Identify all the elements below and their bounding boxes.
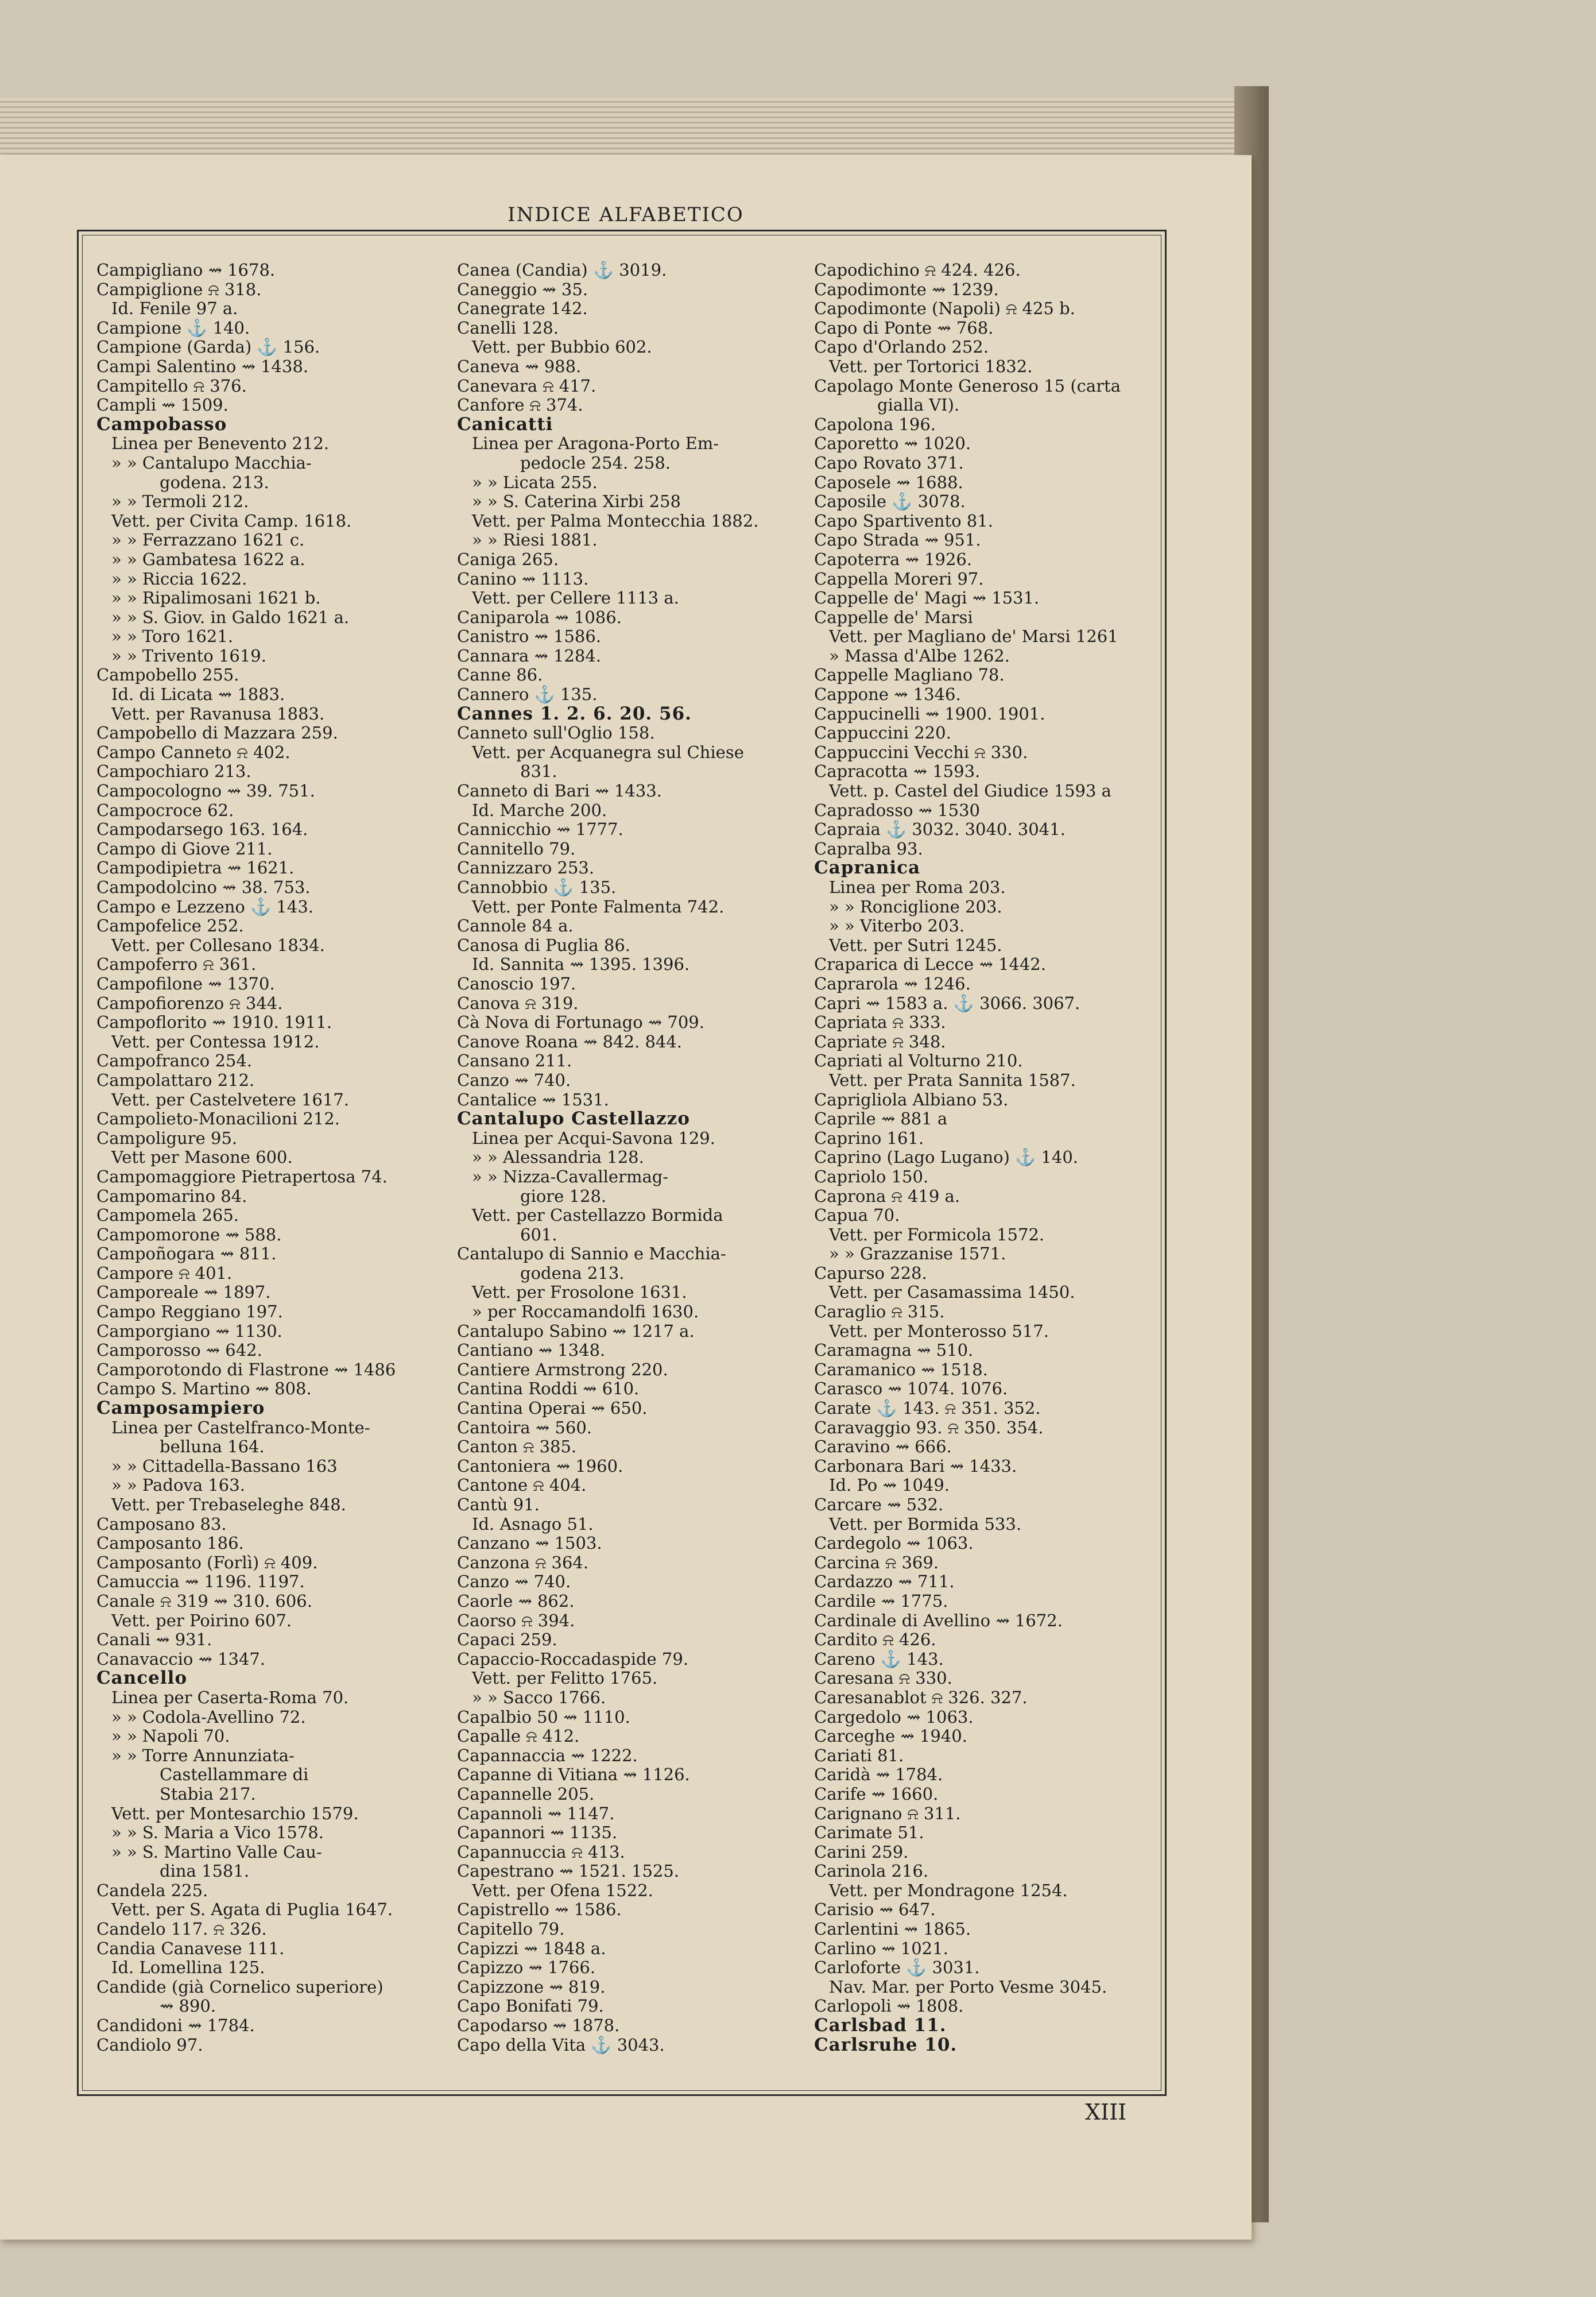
index-entry: Campomorone ⇝ 588. (96, 1224, 282, 1244)
index-entry: Campolattaro 212. (96, 1070, 255, 1090)
index-entry: Cappuccini Vecchi ⍾ 330. (814, 742, 1028, 762)
index-entry: Carlopoli ⇝ 1808. (814, 1996, 964, 2016)
index-entry: Capriate ⍾ 348. (814, 1031, 946, 1051)
index-entry: Capo di Ponte ⇝ 768. (814, 318, 994, 338)
index-entry: Cardegolo ⇝ 1063. (814, 1533, 974, 1553)
index-entry: 601. (520, 1224, 557, 1244)
index-entry: Caramanico ⇝ 1518. (814, 1359, 988, 1379)
index-entry: Canea (Candia) ⚓ 3019. (457, 260, 667, 280)
index-entry: Vett. per Poirino 607. (111, 1610, 292, 1630)
index-entry: Caresanablot ⍾ 326. 327. (814, 1687, 1028, 1707)
index-entry: Vett. per Formicola 1572. (829, 1224, 1045, 1244)
index-entry: Caraglio ⍾ 315. (814, 1302, 945, 1322)
index-entry: Campo di Giove 211. (96, 838, 273, 859)
index-entry: Canneto di Bari ⇝ 1433. (457, 781, 662, 801)
index-entry: Candidoni ⇝ 1784. (96, 2016, 255, 2036)
index-entry: Camporgiano ⇝ 1130. (96, 1321, 282, 1341)
page-number: XIII (1085, 2099, 1127, 2125)
index-entry: Campoferro ⍾ 361. (96, 954, 257, 975)
index-column-2 (457, 261, 811, 2055)
index-entry: Linea per Benevento 212. (111, 434, 330, 454)
index-entry: » » Nizza-Cavallermag- (472, 1166, 669, 1186)
index-entry: Campoligure 95. (96, 1128, 238, 1148)
index-entry: 831. (520, 761, 557, 782)
index-entry: » » Toro 1621. (111, 627, 234, 647)
index-entry: godena 213. (520, 1263, 625, 1283)
index-entry: Campolieto-Monacilioni 212. (96, 1109, 340, 1129)
index-entry: Canelli 128. (457, 318, 559, 338)
index-entry: Carlsbad 11. (814, 2015, 947, 2036)
index-entry: Campocologno ⇝ 39. 751. (96, 781, 315, 801)
index-entry: Carlino ⇝ 1021. (814, 1938, 948, 1958)
index-entry: Capo Spartivento 81. (814, 511, 993, 531)
index-entry: Caprarola ⇝ 1246. (814, 973, 971, 993)
index-entry: Linea per Roma 203. (829, 877, 1006, 897)
index-entry: Camposampiero (96, 1398, 265, 1419)
index-entry: Capo Strada ⇝ 951. (814, 530, 981, 550)
index-entry: dina 1581. (160, 1861, 250, 1881)
index-entry: Carisio ⇝ 647. (814, 1900, 936, 1920)
index-entry: Capriolo 150. (814, 1166, 929, 1186)
index-entry: Canino ⇝ 1113. (457, 569, 589, 589)
index-entry: Cantalice ⇝ 1531. (457, 1089, 609, 1109)
index-entry: Caposele ⇝ 1688. (814, 472, 963, 492)
index-entry: » » Licata 255. (472, 472, 598, 492)
index-entry: Capo Bonifati 79. (457, 1996, 604, 2016)
index-entry: Campo S. Martino ⇝ 808. (96, 1379, 312, 1399)
index-entry: Vett. per Casamassima 1450. (829, 1282, 1075, 1302)
index-entry: Campi Salentino ⇝ 1438. (96, 356, 309, 376)
index-entry: Cansano 211. (457, 1051, 572, 1071)
index-entry: Capannelle 205. (457, 1784, 595, 1804)
index-entry: Vett. per Cellere 1113 a. (472, 588, 679, 608)
index-entry: » » Riccia 1622. (111, 569, 247, 589)
index-entry: Campofilone ⇝ 1370. (96, 973, 275, 993)
index-entry: Vett. per Sutri 1245. (829, 935, 1002, 955)
index-entry: Capanne di Vitiana ⇝ 1126. (457, 1765, 690, 1785)
index-entry: Cannole 84 a. (457, 916, 574, 936)
index-entry: Id. Sannita ⇝ 1395. 1396. (472, 954, 690, 975)
index-entry: Carlentini ⇝ 1865. (814, 1919, 971, 1939)
index-column-1 (96, 261, 450, 2055)
index-entry: » » Alessandria 128. (472, 1147, 644, 1167)
index-entry: » » Gambatesa 1622 a. (111, 549, 305, 569)
index-entry: Capriata ⍾ 333. (814, 1012, 946, 1033)
index-entry: » » Grazzanise 1571. (829, 1244, 1006, 1264)
index-entry: Cariati 81. (814, 1745, 904, 1765)
index-entry: Capolona 196. (814, 414, 936, 434)
book-page-edges (0, 98, 1263, 161)
index-entry: Campore ⍾ 401. (96, 1263, 233, 1283)
index-entry: Vett. per Bubbio 602. (472, 337, 652, 357)
index-entry: Canova ⍾ 319. (457, 993, 579, 1013)
index-entry: Cannara ⇝ 1284. (457, 645, 602, 666)
index-entry: Campoflorito ⇝ 1910. 1911. (96, 1012, 332, 1033)
index-entry: Canevara ⍾ 417. (457, 376, 596, 396)
index-entry: Carlsruhe 10. (814, 2034, 958, 2055)
index-entry: Canzo ⇝ 740. (457, 1572, 571, 1592)
index-entry: Carloforte ⚓ 3031. (814, 1958, 980, 1978)
index-entry: Cantiano ⇝ 1348. (457, 1340, 606, 1360)
index-entry: Campli ⇝ 1509. (96, 395, 228, 415)
index-entry: Canzo ⇝ 740. (457, 1070, 571, 1090)
index-entry: Canistro ⇝ 1586. (457, 627, 602, 647)
index-entry: Vett. p. Castel del Giudice 1593 a (829, 781, 1111, 801)
index-entry: Carasco ⇝ 1074. 1076. (814, 1379, 1008, 1399)
index-entry: Canzano ⇝ 1503. (457, 1533, 602, 1553)
index-entry: Capralba 93. (814, 838, 923, 859)
index-entry: Capo d'Orlando 252. (814, 337, 989, 357)
index-entry: Caprino (Lago Lugano) ⚓ 140. (814, 1147, 1078, 1167)
index-entry: Id. Marche 200. (472, 800, 607, 820)
index-entry: Campomarino 84. (96, 1186, 247, 1206)
index-entry: Cantù 91. (457, 1495, 540, 1514)
index-entry: Campomela 265. (96, 1205, 239, 1225)
index-entry: Candiolo 97. (96, 2035, 203, 2055)
index-entry: Camposanto (Forlì) ⍾ 409. (96, 1552, 318, 1572)
index-entry: Caramagna ⇝ 510. (814, 1340, 974, 1360)
index-entry: Canicatti (457, 413, 553, 435)
index-entry: Id. di Licata ⇝ 1883. (111, 685, 285, 705)
index-entry: Stabia 217. (160, 1784, 256, 1804)
index-entry: Vett. per Prata Sannita 1587. (829, 1070, 1076, 1090)
index-entry: Cannes 1. 2. 6. 20. 56. (457, 703, 692, 724)
index-entry: Cappelle de' Marsi (814, 607, 973, 627)
index-entry: Campodolcino ⇝ 38. 753. (96, 877, 311, 897)
index-entry: » » Ferrazzano 1621 c. (111, 530, 305, 550)
index-entry: Capradosso ⇝ 1530 (814, 800, 980, 820)
index-entry: Cappelle de' Magi ⇝ 1531. (814, 588, 1040, 608)
index-entry: Capizzo ⇝ 1766. (457, 1958, 596, 1978)
index-entry: Cantalupo di Sannio e Macchia- (457, 1244, 726, 1264)
index-entry: Capri ⇝ 1583 a. ⚓ 3066. 3067. (814, 993, 1080, 1013)
index-entry: » » Codola-Avellino 72. (111, 1707, 306, 1727)
index-entry: Caniparola ⇝ 1086. (457, 607, 622, 627)
index-entry: Carini 259. (814, 1842, 909, 1862)
index-entry: Canzona ⍾ 364. (457, 1552, 589, 1572)
index-entry: Castellammare di (160, 1765, 309, 1785)
index-entry: Vett. per Monterosso 517. (829, 1321, 1049, 1341)
index-entry: Candelo 117. ⍾ 326. (96, 1919, 267, 1939)
index-entry: Capodichino ⍾ 424. 426. (814, 260, 1021, 280)
index-entry: Vett. per Trebaseleghe 848. (111, 1495, 346, 1514)
index-entry: Campo e Lezzeno ⚓ 143. (96, 896, 313, 917)
index-entry: Cardazzo ⇝ 711. (814, 1572, 955, 1592)
index-entry: Vett. per Civita Camp. 1618. (111, 511, 352, 531)
index-entry: Capannaccia ⇝ 1222. (457, 1745, 638, 1765)
index-entry: Cappucinelli ⇝ 1900. 1901. (814, 703, 1045, 724)
index-entry: Campigliano ⇝ 1678. (96, 260, 276, 280)
index-entry: Vett. per Mondragone 1254. (829, 1880, 1068, 1900)
index-entry: Cantina Roddi ⇝ 610. (457, 1379, 640, 1399)
index-entry: Capannori ⇝ 1135. (457, 1823, 618, 1843)
index-entry: Vett. per Ravanusa 1883. (111, 703, 325, 724)
index-entry: Campitello ⍾ 376. (96, 376, 247, 396)
index-entry: Caniga 265. (457, 549, 559, 569)
index-entry: gialla VI). (877, 395, 960, 415)
index-entry: Carate ⚓ 143. ⍾ 351. 352. (814, 1398, 1041, 1418)
index-entry: Capoterra ⇝ 1926. (814, 549, 973, 569)
index-entry: » » S. Martino Valle Cau- (111, 1842, 322, 1862)
index-entry: Caprino 161. (814, 1128, 924, 1148)
index-entry: Campofranco 254. (96, 1051, 253, 1071)
index-entry: Capestrano ⇝ 1521. 1525. (457, 1861, 680, 1881)
index-entry: Cantoira ⇝ 560. (457, 1417, 592, 1437)
index-entry: Cannicchio ⇝ 1777. (457, 819, 623, 840)
index-entry: Cappuccini 220. (814, 723, 951, 743)
page-header: INDICE ALFABETICO (508, 203, 744, 226)
index-entry: » per Roccamandolfi 1630. (472, 1302, 699, 1322)
index-entry: Carignano ⍾ 311. (814, 1803, 961, 1823)
index-entry: » » S. Caterina Xirbi 258 (472, 492, 681, 512)
index-entry: Caprona ⍾ 419 a. (814, 1186, 960, 1206)
index-entry: Campochiaro 213. (96, 761, 251, 782)
index-entry: Cargedolo ⇝ 1063. (814, 1707, 974, 1727)
index-entry: Camposano 83. (96, 1514, 227, 1534)
index-entry: Capriati al Volturno 210. (814, 1051, 1023, 1071)
index-entry: » » Termoli 212. (111, 492, 249, 512)
index-entry: belluna 164. (160, 1437, 265, 1457)
index-entry: Carife ⇝ 1660. (814, 1784, 939, 1804)
index-entry: Capannuccia ⍾ 413. (457, 1842, 625, 1862)
index-entry: » » Cittadella-Bassano 163 (111, 1456, 338, 1476)
index-entry: Cannero ⚓ 135. (457, 685, 598, 705)
index-entry: Vett. per Contessa 1912. (111, 1031, 320, 1051)
index-entry: Capizzi ⇝ 1848 a. (457, 1938, 606, 1958)
index-entry: » » Napoli 70. (111, 1726, 230, 1746)
index-entry: Cappelle Magliano 78. (814, 665, 1005, 685)
index-entry: Candide (già Cornelico superiore) (96, 1977, 383, 1997)
index-entry: Vett per Masone 600. (111, 1147, 293, 1167)
index-entry: Campoñogara ⇝ 811. (96, 1244, 277, 1264)
index-entry: Capizzone ⇝ 819. (457, 1977, 606, 1997)
index-entry: Craparica di Lecce ⇝ 1442. (814, 954, 1046, 975)
index-entry: Capua 70. (814, 1205, 900, 1225)
index-entry: Campione (Garda) ⚓ 156. (96, 337, 320, 357)
index-entry: Cantalupo Castellazzo (457, 1108, 690, 1130)
index-entry: Vett. per Montesarchio 1579. (111, 1803, 359, 1823)
index-entry: » » Viterbo 203. (829, 916, 965, 936)
index-entry: » » Ronciglione 203. (829, 896, 1002, 917)
index-entry: Vett. per Acquanegra sul Chiese (472, 742, 744, 762)
index-entry: pedocle 254. 258. (520, 453, 671, 473)
index-entry: » » Torre Annunziata- (111, 1745, 295, 1765)
index-entry: » » Ripalimosani 1621 b. (111, 588, 321, 608)
index-entry: Campobello 255. (96, 665, 239, 685)
index-entry: Cannitello 79. (457, 838, 576, 859)
index-entry: Capodimonte ⇝ 1239. (814, 279, 999, 299)
index-entry: » » Padova 163. (111, 1475, 245, 1495)
index-entry: Caravaggio 93. ⍾ 350. 354. (814, 1417, 1044, 1437)
index-entry: Capaccio-Roccadaspide 79. (457, 1649, 689, 1669)
index-entry: Carceghe ⇝ 1940. (814, 1726, 967, 1746)
index-entry: Vett. per Ofena 1522. (472, 1880, 653, 1900)
index-entry: Caneva ⇝ 988. (457, 356, 582, 376)
index-entry: Vett. per Frosolone 1631. (472, 1282, 687, 1302)
index-entry: » » Cantalupo Macchia- (111, 453, 312, 473)
index-entry: Canton ⍾ 385. (457, 1437, 577, 1457)
index-entry: Canove Roana ⇝ 842. 844. (457, 1031, 683, 1051)
index-entry: Canegrate 142. (457, 299, 588, 319)
index-entry: Campobasso (96, 413, 227, 435)
index-entry: Campodipietra ⇝ 1621. (96, 858, 295, 878)
index-entry: Cantiere Armstrong 220. (457, 1359, 668, 1379)
index-entry: Camuccia ⇝ 1196. 1197. (96, 1572, 305, 1592)
index-entry: Caporetto ⇝ 1020. (814, 434, 971, 454)
index-entry: Id. Asnago 51. (472, 1514, 594, 1534)
index-entry: Capraia ⚓ 3032. 3040. 3041. (814, 819, 1066, 840)
index-entry: Vett. per Castellazzo Bormida (472, 1205, 723, 1225)
index-entry: Campocroce 62. (96, 800, 234, 820)
index-entry: Capodimonte (Napoli) ⍾ 425 b. (814, 299, 1075, 319)
index-entry: Vett. per Felitto 1765. (472, 1668, 658, 1688)
index-entry: Capalbio 50 ⇝ 1110. (457, 1707, 630, 1727)
index-entry: Campodarsego 163. 164. (96, 819, 308, 840)
index-entry: Capaci 259. (457, 1630, 557, 1650)
index-entry: Campomaggiore Pietrapertosa 74. (96, 1166, 388, 1186)
index-entry: Caprigliola Albiano 53. (814, 1089, 1009, 1109)
index-entry: » » S. Giov. in Galdo 1621 a. (111, 607, 350, 627)
index-entry: Cappella Moreri 97. (814, 569, 984, 589)
index-entry: Campofelice 252. (96, 916, 244, 936)
index-entry: Canoscio 197. (457, 973, 576, 993)
index-entry: Canne 86. (457, 665, 543, 685)
index-entry: Caorle ⇝ 862. (457, 1591, 575, 1611)
index-entry: Camporosso ⇝ 642. (96, 1340, 262, 1360)
index-entry: Caresana ⍾ 330. (814, 1668, 952, 1688)
index-entry: Campione ⚓ 140. (96, 318, 250, 338)
index-entry: Capo della Vita ⚓ 3043. (457, 2035, 665, 2055)
index-entry: Candia Canavese 111. (96, 1938, 285, 1958)
index-entry: Id. Fenile 97 a. (111, 299, 238, 319)
index-column-3 (814, 261, 1168, 2055)
index-entry: Capalle ⍾ 412. (457, 1726, 580, 1746)
index-entry: » » Riesi 1881. (472, 530, 598, 550)
index-entry: Carinola 216. (814, 1861, 929, 1881)
index-entry: Cantone ⍾ 404. (457, 1475, 587, 1495)
index-entry: Vett. per S. Agata di Puglia 1647. (111, 1900, 393, 1920)
index-entry: Caposile ⚓ 3078. (814, 492, 966, 512)
index-entry: Campiglione ⍾ 318. (96, 279, 262, 299)
index-entry: Cà Nova di Fortunago ⇝ 709. (457, 1012, 704, 1033)
index-entry: Cantoniera ⇝ 1960. (457, 1456, 623, 1476)
index-entry: Campobello di Mazzara 259. (96, 723, 338, 743)
index-entry: Caneggio ⇝ 35. (457, 279, 588, 299)
index-entry: Linea per Caserta-Roma 70. (111, 1687, 349, 1707)
index-entry: Cardinale di Avellino ⇝ 1672. (814, 1610, 1063, 1630)
index-entry: Caorso ⍾ 394. (457, 1610, 575, 1630)
index-entry: Cancello (96, 1668, 188, 1689)
index-entry: Campofiorenzo ⍾ 344. (96, 993, 283, 1013)
index-entry: Vett. per Bormida 533. (829, 1514, 1022, 1534)
index-entry: Camposanto 186. (96, 1533, 244, 1553)
index-entry: Cantalupo Sabino ⇝ 1217 a. (457, 1321, 695, 1341)
index-entry: Cantina Operai ⇝ 650. (457, 1398, 648, 1418)
index-entry: » Massa d'Albe 1262. (829, 645, 1010, 666)
index-entry: Vett. per Castelvetere 1617. (111, 1089, 350, 1109)
index-entry: Capodarso ⇝ 1878. (457, 2016, 620, 2036)
index-entry: Canavaccio ⇝ 1347. (96, 1649, 266, 1669)
index-entry: godena. 213. (160, 472, 269, 492)
index-entry: Camporotondo di Flastrone ⇝ 1486 (96, 1359, 396, 1379)
index-entry: Cannizzaro 253. (457, 858, 595, 878)
index-entry: Careno ⚓ 143. (814, 1649, 944, 1669)
index-entry: Canneto sull'Oglio 158. (457, 723, 655, 743)
index-entry: » » S. Maria a Vico 1578. (111, 1823, 324, 1843)
index-entry: Caravino ⇝ 666. (814, 1437, 952, 1457)
index-entry: Capannoli ⇝ 1147. (457, 1803, 615, 1823)
index-entry: Camporeale ⇝ 1897. (96, 1282, 271, 1302)
index-entry: giore 128. (520, 1186, 607, 1206)
index-entry: » » Sacco 1766. (472, 1687, 606, 1707)
index-entry: » » Trivento 1619. (111, 645, 266, 666)
index-entry: Linea per Acqui-Savona 129. (472, 1128, 715, 1148)
index-entry: Canosa di Puglia 86. (457, 935, 630, 955)
index-entry: Vett. per Collesano 1834. (111, 935, 325, 955)
index-entry: Capurso 228. (814, 1263, 927, 1283)
index-entry: Campo Canneto ⍾ 402. (96, 742, 290, 762)
index-entry: Linea per Aragona-Porto Em- (472, 434, 719, 454)
index-entry: Canali ⇝ 931. (96, 1630, 212, 1650)
index-entry: Capracotta ⇝ 1593. (814, 761, 981, 782)
index-entry: Vett. per Tortorici 1832. (829, 356, 1033, 376)
index-entry: Caprile ⇝ 881 a (814, 1109, 948, 1129)
index-entry: Carbonara Bari ⇝ 1433. (814, 1456, 1017, 1476)
index-entry: Canfore ⍾ 374. (457, 395, 583, 415)
index-entry: Vett. per Magliano de' Marsi 1261 (829, 627, 1118, 647)
index-entry: Id. Po ⇝ 1049. (829, 1475, 950, 1495)
index-entry: Vett. per Ponte Falmenta 742. (472, 896, 725, 917)
index-entry: Cardile ⇝ 1775. (814, 1591, 948, 1611)
index-entry: Carimate 51. (814, 1823, 924, 1843)
index-entry: Id. Lomellina 125. (111, 1958, 265, 1978)
index-entry: Cappone ⇝ 1346. (814, 685, 961, 705)
index-entry: Cardito ⍾ 426. (814, 1630, 936, 1650)
index-entry: Caridà ⇝ 1784. (814, 1765, 943, 1785)
index-entry: Capo Rovato 371. (814, 453, 964, 473)
index-entry: Carcare ⇝ 532. (814, 1495, 944, 1514)
index-entry: Campo Reggiano 197. (96, 1302, 283, 1322)
index-entry: Candela 225. (96, 1880, 208, 1900)
index-entry: Capolago Monte Generoso 15 (carta (814, 376, 1121, 396)
index-entry: Carcina ⍾ 369. (814, 1552, 939, 1572)
index-entry: Cannobbio ⚓ 135. (457, 877, 617, 897)
index-entry: Vett. per Palma Montecchia 1882. (472, 511, 759, 531)
index-entry: Canale ⍾ 319 ⇝ 310. 606. (96, 1591, 312, 1611)
index-entry: Linea per Castelfranco-Monte- (111, 1417, 370, 1437)
index-entry: Nav. Mar. per Porto Vesme 3045. (829, 1977, 1107, 1997)
index-entry: ⇝ 890. (160, 1996, 216, 2016)
index-entry: Capranica (814, 857, 921, 879)
index-entry: Capitello 79. (457, 1919, 565, 1939)
index-entry: Capistrello ⇝ 1586. (457, 1900, 622, 1920)
